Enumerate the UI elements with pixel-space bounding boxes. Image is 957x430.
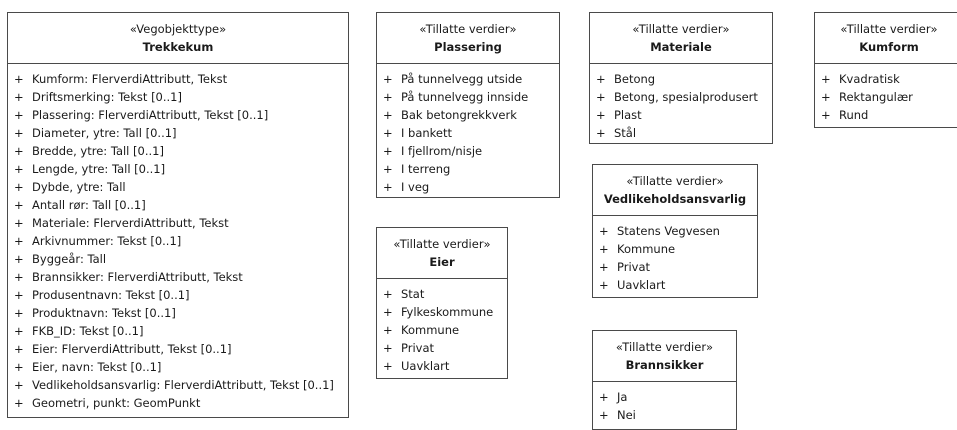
- attribute-text: Byggeår: Tall: [32, 252, 107, 266]
- attribute-text: Privat: [617, 260, 651, 274]
- visibility-marker: +: [383, 359, 393, 373]
- attribute-text: Brannsikker: FlerverdiAttributt, Tekst: [32, 270, 243, 284]
- class-name: Trekkekum: [142, 40, 214, 54]
- attribute-row: [590, 124, 772, 142]
- visibility-marker: +: [596, 108, 606, 122]
- attribute-row: [377, 285, 507, 303]
- visibility-marker: +: [596, 126, 606, 140]
- visibility-marker: +: [14, 396, 24, 410]
- attribute-text: Plassering: FlerverdiAttributt, Tekst [0..1]: [32, 108, 269, 122]
- attribute-text: Diameter, ytre: Tall [0..1]: [32, 126, 177, 140]
- visibility-marker: +: [821, 72, 831, 86]
- attribute-row: [593, 258, 757, 276]
- class-name: Materiale: [650, 40, 712, 54]
- visibility-marker: +: [599, 224, 609, 238]
- attribute-row: [815, 70, 957, 88]
- visibility-marker: +: [596, 90, 606, 104]
- visibility-marker: +: [14, 252, 24, 266]
- attribute-row: [8, 178, 348, 196]
- attribute-row: [8, 124, 348, 142]
- attribute-row: [593, 276, 757, 294]
- attribute-row: [8, 376, 348, 394]
- class-name: Brannsikker: [625, 358, 704, 372]
- attribute-row: [377, 178, 559, 196]
- attribute-text: På tunnelvegg innside: [401, 90, 529, 104]
- attribute-row: [8, 268, 348, 286]
- class-header: [593, 331, 736, 382]
- visibility-marker: +: [383, 287, 393, 301]
- attribute-text: Antall rør: Tall [0..1]: [32, 198, 146, 212]
- attribute-row: [8, 232, 348, 250]
- visibility-marker: +: [383, 341, 393, 355]
- visibility-marker: +: [821, 108, 831, 122]
- attribute-row: [8, 88, 348, 106]
- class-header: [593, 165, 757, 216]
- attribute-text: Lengde, ytre: Tall [0..1]: [32, 162, 166, 176]
- visibility-marker: +: [383, 108, 393, 122]
- attribute-text: Uavklart: [401, 359, 450, 373]
- visibility-marker: +: [14, 198, 24, 212]
- class-name: Vedlikeholdsansvarlig: [603, 192, 747, 206]
- visibility-marker: +: [599, 390, 609, 404]
- attribute-list: [815, 64, 957, 124]
- class-header: [815, 13, 957, 64]
- visibility-marker: +: [14, 126, 24, 140]
- attribute-row: [8, 286, 348, 304]
- attribute-text: Arkivnummer: Tekst [0..1]: [32, 234, 182, 248]
- class-materiale: [589, 12, 773, 144]
- attribute-text: Bak betongrekkverk: [401, 108, 517, 122]
- visibility-marker: +: [821, 90, 831, 104]
- attribute-text: Stål: [614, 126, 637, 140]
- attribute-text: I bankett: [401, 126, 453, 140]
- attribute-row: [590, 106, 772, 124]
- attribute-text: Eier: FlerverdiAttributt, Tekst [0..1]: [32, 342, 232, 356]
- visibility-marker: +: [14, 144, 24, 158]
- class-brannsikker: [592, 330, 737, 430]
- attribute-text: Dybde, ytre: Tall: [32, 180, 126, 194]
- attribute-list: [593, 382, 736, 424]
- attribute-row: [8, 250, 348, 268]
- class-header: [377, 13, 559, 64]
- class-vedlikeholdsansvarlig: [592, 164, 758, 298]
- attribute-text: Eier, navn: Tekst [0..1]: [32, 360, 162, 374]
- visibility-marker: +: [596, 72, 606, 86]
- attribute-row: [377, 303, 507, 321]
- attribute-row: [377, 321, 507, 339]
- visibility-marker: +: [14, 72, 24, 86]
- attribute-text: Kumform: FlerverdiAttributt, Tekst: [32, 72, 228, 86]
- attribute-text: I terreng: [401, 162, 451, 176]
- visibility-marker: +: [383, 144, 393, 158]
- stereotype-label: «Tillatte verdier»: [615, 340, 714, 354]
- attribute-list: [590, 64, 772, 142]
- attribute-list: [377, 64, 559, 196]
- visibility-marker: +: [14, 306, 24, 320]
- attribute-row: [8, 322, 348, 340]
- attribute-row: [8, 358, 348, 376]
- attribute-text: Kommune: [617, 242, 676, 256]
- attribute-text: Rektangulær: [839, 90, 913, 104]
- visibility-marker: +: [599, 242, 609, 256]
- attribute-text: På tunnelvegg utside: [401, 72, 523, 86]
- class-name: Plassering: [434, 40, 502, 54]
- attribute-text: Nei: [617, 408, 636, 422]
- class-eier: [376, 227, 508, 379]
- stereotype-label: «Vegobjekttype»: [129, 22, 227, 36]
- visibility-marker: +: [14, 270, 24, 284]
- attribute-text: Uavklart: [617, 278, 666, 292]
- visibility-marker: +: [14, 324, 24, 338]
- visibility-marker: +: [14, 216, 24, 230]
- attribute-list: [593, 216, 757, 294]
- attribute-text: Ja: [617, 390, 628, 404]
- visibility-marker: +: [383, 90, 393, 104]
- attribute-text: Kvadratisk: [839, 72, 900, 86]
- stereotype-label: «Tillatte verdier»: [393, 237, 491, 251]
- attribute-row: [8, 340, 348, 358]
- stereotype-label: «Tillatte verdier»: [840, 22, 938, 36]
- attribute-row: [593, 388, 736, 406]
- visibility-marker: +: [383, 162, 393, 176]
- attribute-row: [590, 88, 772, 106]
- visibility-marker: +: [599, 408, 609, 422]
- attribute-row: [8, 394, 348, 412]
- attribute-row: [8, 70, 348, 88]
- attribute-row: [590, 70, 772, 88]
- visibility-marker: +: [14, 342, 24, 356]
- class-name: Kumform: [859, 40, 919, 54]
- attribute-text: Produsentnavn: Tekst [0..1]: [32, 288, 190, 302]
- attribute-row: [593, 240, 757, 258]
- stereotype-label: «Tillatte verdier»: [626, 174, 724, 188]
- attribute-text: Rund: [839, 108, 869, 122]
- attribute-text: Geometri, punkt: GeomPunkt: [32, 396, 201, 410]
- visibility-marker: +: [14, 234, 24, 248]
- attribute-row: [377, 160, 559, 178]
- visibility-marker: +: [599, 260, 609, 274]
- class-header: [377, 228, 507, 279]
- attribute-row: [377, 339, 507, 357]
- visibility-marker: +: [599, 278, 609, 292]
- class-trekkekum: [7, 12, 349, 418]
- attribute-row: [815, 106, 957, 124]
- attribute-row: [8, 214, 348, 232]
- attribute-text: Produktnavn: Tekst [0..1]: [32, 306, 176, 320]
- attribute-text: Vedlikeholdsansvarlig: FlerverdiAttributt, Tekst [0..1]: [32, 378, 334, 392]
- visibility-marker: +: [14, 162, 24, 176]
- attribute-text: Privat: [401, 341, 435, 355]
- visibility-marker: +: [383, 180, 393, 194]
- attribute-row: [377, 70, 559, 88]
- attribute-list: [8, 64, 348, 412]
- class-header: [8, 13, 348, 64]
- visibility-marker: +: [14, 360, 24, 374]
- visibility-marker: +: [383, 305, 393, 319]
- attribute-text: Betong, spesialprodusert: [614, 90, 758, 104]
- attribute-row: [593, 222, 757, 240]
- attribute-text: Betong: [614, 72, 656, 86]
- attribute-row: [377, 88, 559, 106]
- visibility-marker: +: [14, 108, 24, 122]
- attribute-row: [377, 124, 559, 142]
- attribute-row: [8, 142, 348, 160]
- attribute-row: [815, 88, 957, 106]
- attribute-text: Fylkeskommune: [401, 305, 494, 319]
- visibility-marker: +: [383, 126, 393, 140]
- class-header: [590, 13, 772, 64]
- attribute-row: [8, 160, 348, 178]
- attribute-text: Bredde, ytre: Tall [0..1]: [32, 144, 164, 158]
- attribute-row: [377, 357, 507, 375]
- class-name: Eier: [429, 255, 455, 269]
- attribute-text: FKB_ID: Tekst [0..1]: [32, 324, 144, 338]
- stereotype-label: «Tillatte verdier»: [419, 22, 517, 36]
- attribute-text: I fjellrom/nisje: [401, 144, 483, 158]
- visibility-marker: +: [14, 378, 24, 392]
- visibility-marker: +: [14, 288, 24, 302]
- attribute-row: [8, 196, 348, 214]
- visibility-marker: +: [14, 90, 24, 104]
- stereotype-label: «Tillatte verdier»: [632, 22, 730, 36]
- attribute-row: [377, 106, 559, 124]
- visibility-marker: +: [383, 323, 393, 337]
- attribute-text: Stat: [401, 287, 425, 301]
- attribute-row: [377, 142, 559, 160]
- attribute-text: Statens Vegvesen: [617, 224, 720, 238]
- attribute-row: [8, 304, 348, 322]
- attribute-text: I veg: [401, 180, 430, 194]
- class-kumform: [814, 12, 957, 128]
- attribute-text: Materiale: FlerverdiAttributt, Tekst: [32, 216, 229, 230]
- visibility-marker: +: [383, 72, 393, 86]
- attribute-text: Kommune: [401, 323, 460, 337]
- attribute-text: Plast: [614, 108, 642, 122]
- attribute-row: [8, 106, 348, 124]
- attribute-list: [377, 279, 507, 375]
- class-plassering: [376, 12, 560, 198]
- visibility-marker: +: [14, 180, 24, 194]
- attribute-row: [593, 406, 736, 424]
- attribute-text: Driftsmerking: Tekst [0..1]: [32, 90, 182, 104]
